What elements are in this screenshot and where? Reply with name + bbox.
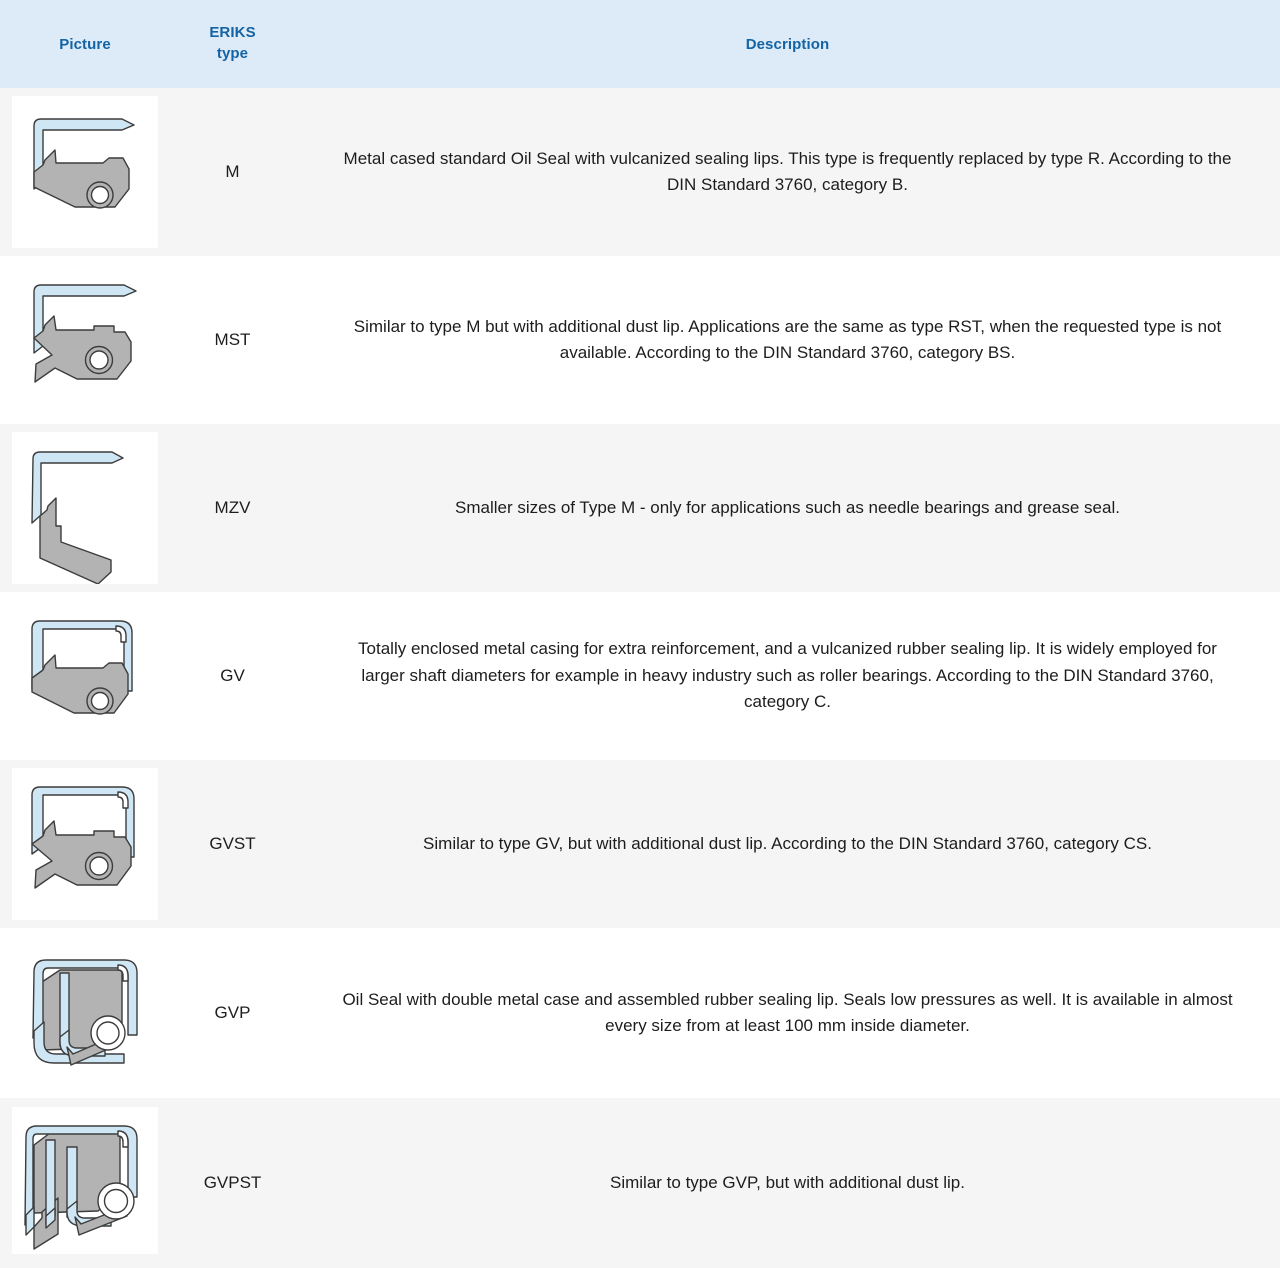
oil-seal-type-m-diagram <box>12 96 158 248</box>
picture-cell <box>0 424 170 592</box>
table-row <box>0 88 1280 256</box>
column-header-description: Description <box>295 0 1280 88</box>
eriks-type-value: GV <box>220 666 245 685</box>
table-row <box>0 928 1280 1098</box>
picture-cell <box>0 928 170 1098</box>
column-header-eriks-type-line2: type <box>216 45 249 62</box>
picture-cell <box>0 88 170 256</box>
description-text: Metal cased standard Oil Seal with vulcanized sealing lips. This type is frequently replaced by type R. According to the DIN Standard 3760, category B. <box>343 148 1232 194</box>
picture-cell <box>0 256 170 424</box>
description-text: Smaller sizes of Type M - only for applications such as needle bearings and grease seal. <box>455 497 1120 517</box>
table-row <box>0 424 1280 592</box>
table-row <box>0 760 1280 928</box>
picture-cell <box>0 760 170 928</box>
table-row <box>0 256 1280 424</box>
description-text: Totally enclosed metal casing for extra reinforcement, and a vulcanized rubber sealing lip. It is widely employed for larger shaft diameters for example in heavy industry such as roller bearings. According to the DIN Standard 3760, category C. <box>358 639 1217 712</box>
oil-seal-type-gvp-diagram <box>12 937 158 1089</box>
oil-seal-type-mzv-diagram <box>12 432 158 584</box>
eriks-type-value: GVST <box>209 834 256 853</box>
column-header-eriks-type-line1: ERIKS <box>209 24 256 42</box>
eriks-type-value: GVPST <box>203 1173 262 1192</box>
picture-cell <box>0 1098 170 1268</box>
picture-cell <box>0 592 170 760</box>
eriks-type-value: MZV <box>214 498 251 517</box>
oil-seal-type-gv-diagram <box>12 600 158 752</box>
column-header-eriks-type <box>170 0 295 88</box>
description-text: Similar to type GVP, but with additional dust lip. <box>610 1172 965 1192</box>
table-row <box>0 1098 1280 1268</box>
oil-seal-type-mst-diagram <box>12 264 158 416</box>
description-text: Similar to type GV, but with additional dust lip. According to the DIN Standard 3760, category CS. <box>423 833 1152 853</box>
table-row <box>0 592 1280 760</box>
header-row <box>0 0 1280 88</box>
oil-seal-type-gvpst-diagram <box>12 1107 158 1259</box>
table-header <box>0 0 1280 88</box>
table-body <box>0 88 1280 1268</box>
eriks-type-value: MST <box>214 330 251 349</box>
eriks-type-value: M <box>225 162 240 181</box>
oil-seal-type-gvst-diagram <box>12 768 158 920</box>
description-text: Oil Seal with double metal case and assembled rubber sealing lip. Seals low pressures as well. It is available in almost every size from at least 100 mm inside diameter. <box>342 989 1233 1035</box>
description-text: Similar to type M but with additional dust lip. Applications are the same as type RST, when the requested type is not available. According to the DIN Standard 3760, category BS. <box>353 316 1222 362</box>
bottom-divider <box>0 1254 1280 1264</box>
column-header-picture: Picture <box>0 0 170 88</box>
eriks-type-value: GVP <box>214 1003 251 1022</box>
